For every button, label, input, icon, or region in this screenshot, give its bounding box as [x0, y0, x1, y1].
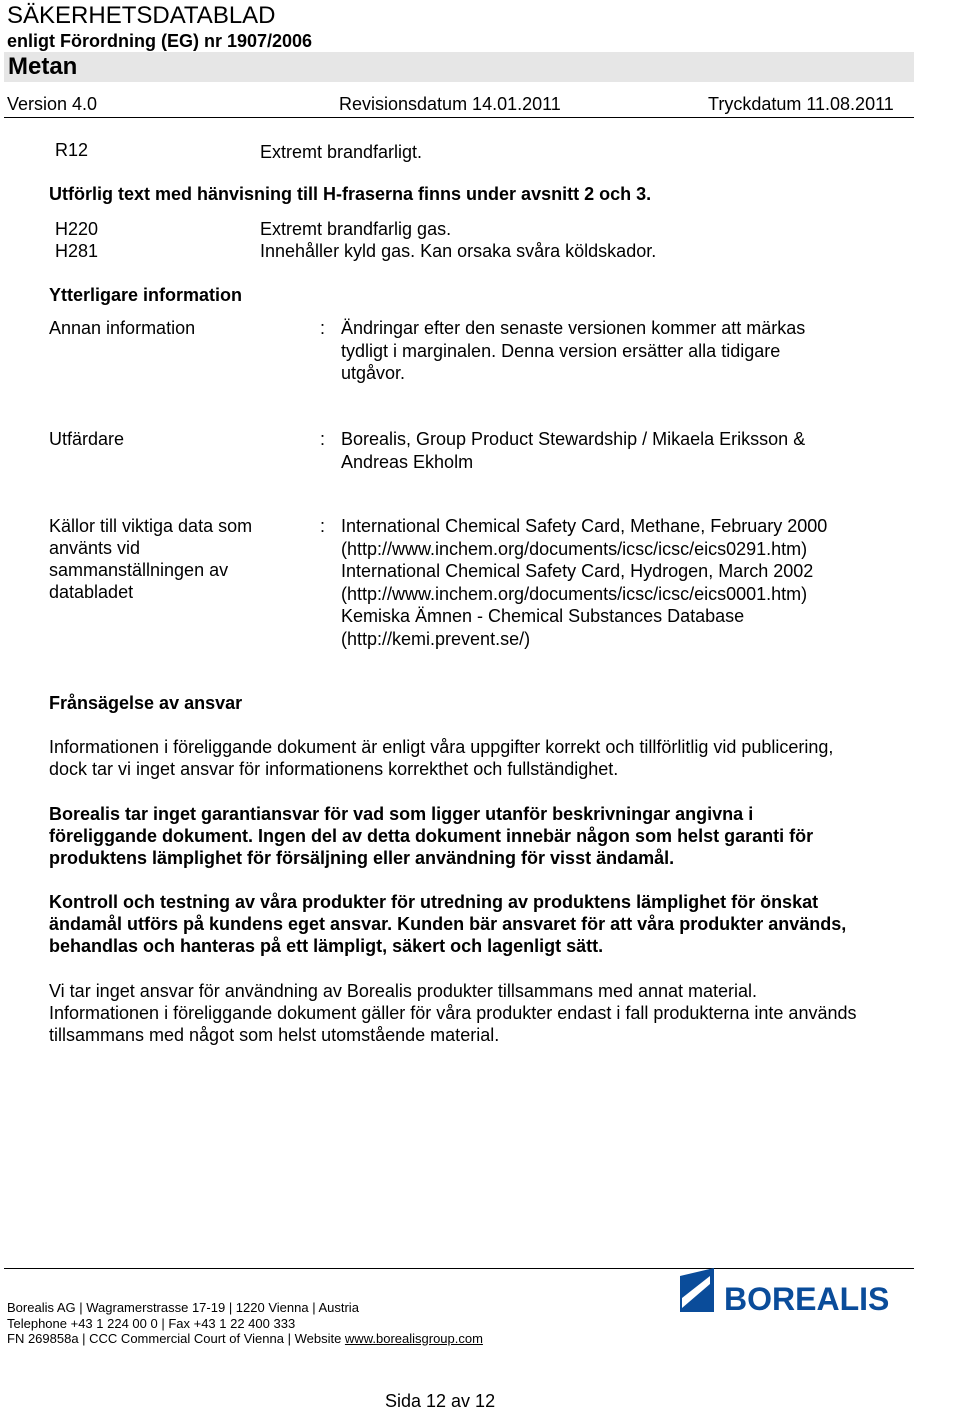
document-title: SÄKERHETSDATABLAD: [7, 2, 276, 29]
other-info-value: [341, 317, 881, 385]
disclaimer-paragraph-1: [49, 736, 929, 780]
disclaimer-paragraph-2: [49, 803, 929, 869]
sources-line: (http://www.inchem.org/documents/icsc/icsc/eics0291.htm): [341, 538, 808, 559]
sources-line: International Chemical Safety Card, Hydrogen, March 2002: [341, 561, 814, 581]
version-label: Version 4.0: [7, 94, 98, 114]
paragraph-line: Borealis tar inget garantiansvar för vad som ligger utanför beskrivningar angivna i: [49, 804, 754, 824]
h-phrase-text: Extremt brandfarlig gas.: [260, 219, 452, 239]
colon: :: [320, 516, 326, 536]
sources-label: [49, 515, 289, 603]
sources-value: [341, 515, 901, 650]
footer-address: Borealis AG | Wagramerstrasse 17-19 | 1220 Vienna | Austria: [7, 1300, 359, 1315]
other-info-line: Ändringar efter den senaste versionen kommer att märkas: [341, 318, 806, 338]
disclaimer-paragraph-3: [49, 891, 929, 957]
sources-line: (http://www.inchem.org/documents/icsc/icsc/eics0001.htm): [341, 583, 808, 604]
sources-label-line: använts vid: [49, 538, 141, 558]
h-phrase-text: Innehåller kyld gas. Kan orsaka svåra köldskador.: [260, 241, 657, 261]
sources-line: International Chemical Safety Card, Methane, February 2000: [341, 516, 828, 536]
paragraph-line: föreliggande dokument. Ingen del av detta dokument innebär någon som helst garanti för: [49, 826, 814, 846]
sources-line: (http://kemi.prevent.se/): [341, 628, 531, 649]
issuer-label: Utfärdare: [49, 429, 125, 449]
paragraph-line: Vi tar inget ansvar för användning av Borealis produkter tillsammans med annat material.: [49, 981, 758, 1001]
paragraph-line: Informationen i föreliggande dokument gäller för våra produkter endast i fall produkterna inte används: [49, 1003, 857, 1023]
borealis-logo: [680, 1268, 954, 1314]
regulation-subtitle: enligt Förordning (EG) nr 1907/2006: [7, 31, 313, 51]
paragraph-line: dock tar vi inget ansvar för informationens korrekthet och fullständighet.: [49, 759, 619, 779]
r-phrase-code: R12: [55, 140, 89, 160]
issuer-value: [341, 428, 881, 473]
sources-line: Kemiska Ämnen - Chemical Substances Database: [341, 606, 745, 626]
footer-phone: Telephone +43 1 224 00 0 | Fax +43 1 22 400 333: [7, 1316, 296, 1331]
sources-label-line: databladet: [49, 582, 134, 602]
footer-registration: [7, 1331, 483, 1347]
paragraph-line: produktens lämplighet för försäljning eller användning för visst ändamål.: [49, 848, 675, 868]
print-date: Tryckdatum 11.08.2011: [708, 94, 894, 114]
paragraph-line: tillsammans med något som helst utomstående material.: [49, 1025, 500, 1045]
footer-registration-text: FN 269858a | CCC Commercial Court of Vienna | Website: [7, 1331, 345, 1346]
h-phrase-code: H281: [55, 241, 99, 261]
further-info-heading: Ytterligare information: [49, 285, 243, 305]
h-phrases-intro: Utförlig text med hänvisning till H-fraserna finns under avsnitt 2 och 3.: [49, 184, 652, 204]
h-phrase-code: H220: [55, 219, 99, 239]
paragraph-line: behandlas och hanteras på ett lämpligt, säkert och lagenligt sätt.: [49, 936, 604, 956]
revision-date: Revisionsdatum 14.01.2011: [339, 94, 561, 114]
header-divider: [4, 117, 914, 118]
logo-wordmark: BOREALIS: [724, 1281, 890, 1314]
issuer-line: Borealis, Group Product Stewardship / Mikaela Eriksson &: [341, 429, 806, 449]
paragraph-line: ändamål utförs på kundens eget ansvar. Kunden bär ansvaret för att våra produkter används,: [49, 914, 847, 934]
website-link[interactable]: www.borealisgroup.com: [344, 1331, 483, 1346]
page-number: Sida 12 av 12: [385, 1391, 496, 1411]
sources-label-line: Källor till viktiga data som: [49, 516, 253, 536]
issuer-line: Andreas Ekholm: [341, 451, 474, 472]
paragraph-line: Kontroll och testning av våra produkter för utredning av produktens lämplighet för önskat: [49, 892, 819, 912]
colon: :: [320, 429, 326, 449]
product-name: Metan: [4, 52, 914, 82]
colon: :: [320, 318, 326, 338]
sources-label-line: sammanställningen av: [49, 560, 229, 580]
other-info-line: tydligt i marginalen. Denna version ersätter alla tidigare: [341, 340, 781, 361]
disclaimer-heading: Frånsägelse av ansvar: [49, 693, 243, 713]
other-info-label: Annan information: [49, 318, 196, 338]
paragraph-line: Informationen i föreliggande dokument är enligt våra uppgifter korrekt och tillförlitlig vid publicering,: [49, 737, 834, 757]
other-info-line: utgåvor.: [341, 363, 406, 383]
r-phrase-text: Extremt brandfarligt.: [260, 142, 423, 162]
disclaimer-paragraph-4: [49, 980, 929, 1046]
